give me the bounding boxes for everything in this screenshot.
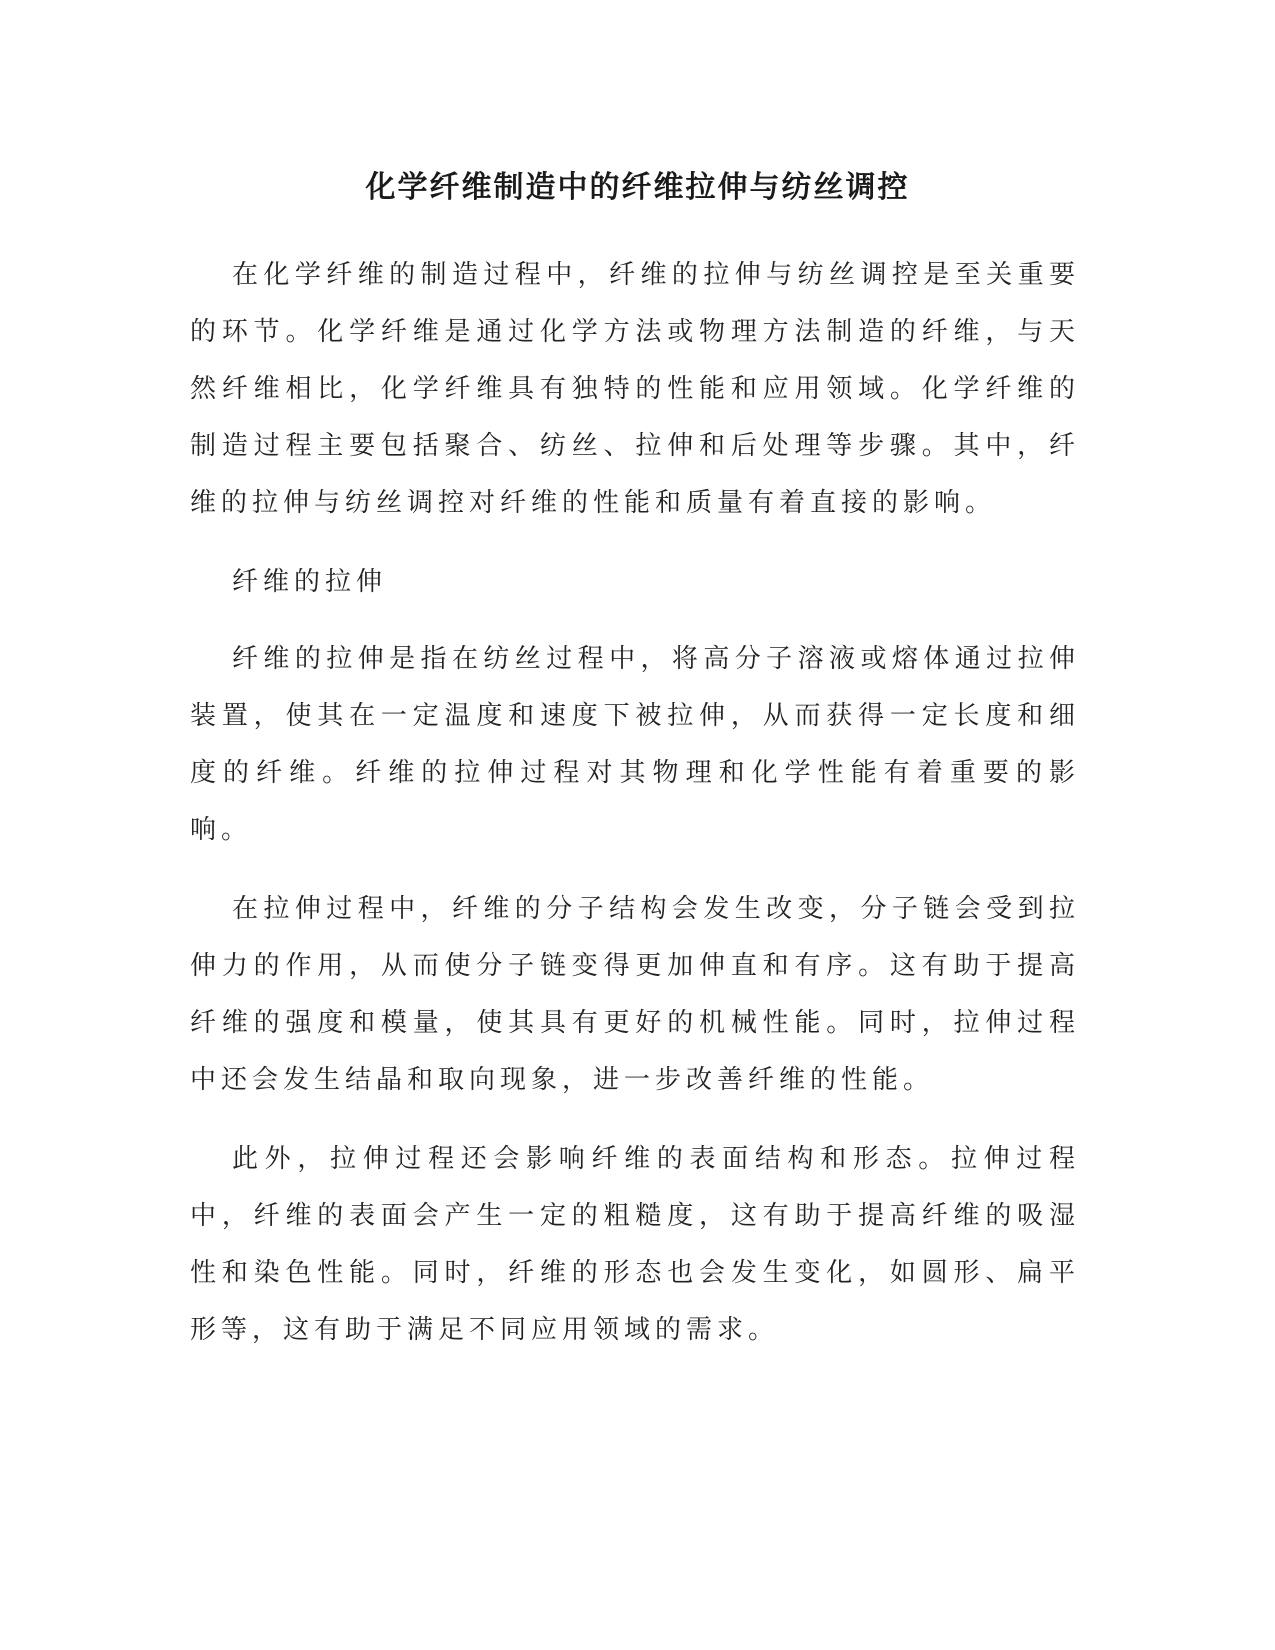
section-heading-stretching: 纤维的拉伸	[232, 567, 388, 597]
paragraph-surface-structure: 此外，拉伸过程还会影响纤维的表面结构和形态。拉伸过程中，纤维的表面会产生一定的粗糙度，这有助于提高纤维的吸湿性和染色性能。同时，纤维的形态也会发生变化，如圆形、扁平形等，这有助于满足不同应用领域的需求。	[190, 1144, 1080, 1345]
document-body	[190, 247, 1080, 1381]
paragraph-molecular-structure: 在拉伸过程中，纤维的分子结构会发生改变，分子链会受到拉伸力的作用，从而使分子链变得更加伸直和有序。这有助于提高纤维的强度和模量，使其具有更好的机械性能。同时，拉伸过程中还会发生结晶和取向现象，进一步改善纤维的性能。	[190, 894, 1080, 1095]
document-title: 化学纤维制造中的纤维拉伸与纺丝调控	[365, 170, 910, 205]
paragraph-intro: 在化学纤维的制造过程中，纤维的拉伸与纺丝调控是至关重要的环节。化学纤维是通过化学方法或物理方法制造的纤维，与天然纤维相比，化学纤维具有独特的性能和应用领域。化学纤维的制造过程主要包括聚合、纺丝、拉伸和后处理等步骤。其中，纤维的拉伸与纺丝调控对纤维的性能和质量有着直接的影响。	[190, 260, 1080, 518]
paragraph-stretching-definition: 纤维的拉伸是指在纺丝过程中，将高分子溶液或熔体通过拉伸装置，使其在一定温度和速度下被拉伸，从而获得一定长度和细度的纤维。纤维的拉伸过程对其物理和化学性能有着重要的影响。	[190, 644, 1080, 845]
